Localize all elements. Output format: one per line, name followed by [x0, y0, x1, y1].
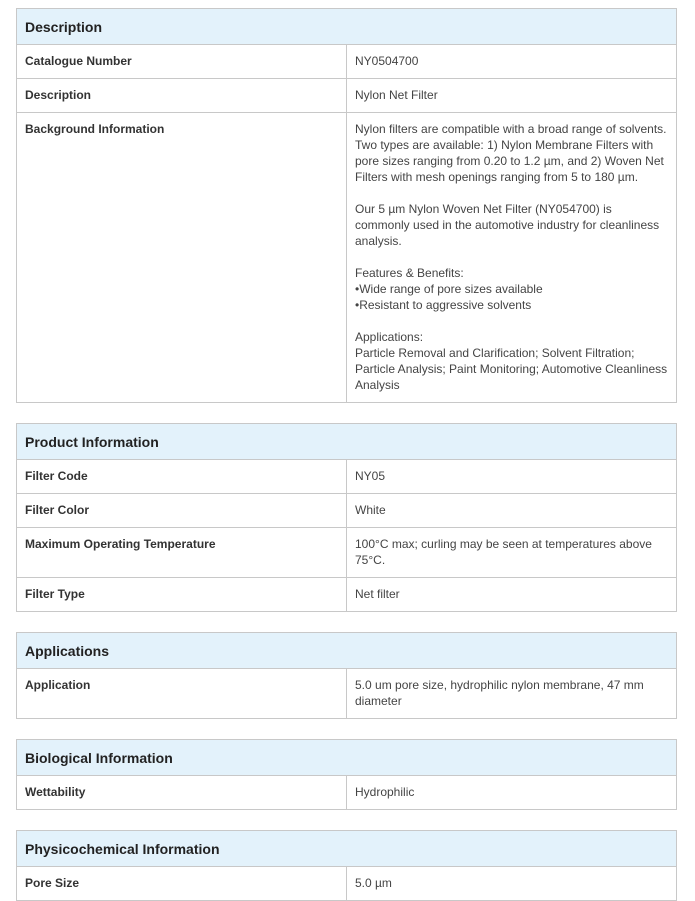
- row-label-description: Description: [17, 79, 347, 113]
- applications-heading: Applications:: [355, 330, 424, 344]
- row-label-catalogue-number: Catalogue Number: [17, 45, 347, 79]
- table-row: [17, 669, 677, 719]
- applications-section: [16, 632, 677, 719]
- row-value-filter-color: White: [347, 494, 677, 528]
- section-header-row: [17, 424, 677, 460]
- section-header-row: [17, 633, 677, 669]
- row-label-filter-color: Filter Color: [17, 494, 347, 528]
- product-spec-sheet: [16, 8, 677, 901]
- description-section: [16, 8, 677, 403]
- row-label-wettability: Wettability: [17, 776, 347, 810]
- row-label-pore-size: Pore Size: [17, 867, 347, 901]
- section-title-product-information: Product Information: [17, 424, 677, 460]
- row-value-application: 5.0 um pore size, hydrophilic nylon membrane, 47 mm diameter: [347, 669, 677, 719]
- row-label-background-information: Background Information: [17, 113, 347, 403]
- biological-information-section: [16, 739, 677, 810]
- row-label-filter-type: Filter Type: [17, 578, 347, 612]
- row-value-description: Nylon Net Filter: [347, 79, 677, 113]
- physicochemical-information-section: [16, 830, 677, 901]
- feature-item: •Resistant to aggressive solvents: [355, 298, 532, 312]
- row-label-application: Application: [17, 669, 347, 719]
- background-paragraph-intro: Nylon filters are compatible with a broad range of solvents. Two types are available: 1) Nylon Membrane Filters with pore sizes ranging from 0.20 to 1.2 µm, and 2) Woven Net Filters with mesh openings ranging from 5 to 180 µm.: [355, 122, 667, 184]
- section-title-applications: Applications: [17, 633, 677, 669]
- product-information-section: [16, 423, 677, 612]
- row-value-catalogue-number: NY0504700: [347, 45, 677, 79]
- features-heading: Features & Benefits:: [355, 266, 464, 280]
- row-label-max-operating-temperature: Maximum Operating Temperature: [17, 528, 347, 578]
- table-row: [17, 494, 677, 528]
- background-paragraph-automotive: Our 5 µm Nylon Woven Net Filter (NY054700) is commonly used in the automotive industry for cleanliness analysis.: [355, 202, 660, 248]
- table-row: [17, 867, 677, 901]
- row-value-max-operating-temperature: 100°C max; curling may be seen at temperatures above 75°C.: [347, 528, 677, 578]
- section-header-row: [17, 9, 677, 45]
- row-value-pore-size: 5.0 µm: [347, 867, 677, 901]
- feature-item: •Wide range of pore sizes available: [355, 282, 543, 296]
- row-label-filter-code: Filter Code: [17, 460, 347, 494]
- table-row: [17, 578, 677, 612]
- table-row: [17, 528, 677, 578]
- table-row: [17, 113, 677, 403]
- table-row: [17, 776, 677, 810]
- table-row: [17, 79, 677, 113]
- section-title-physicochemical-information: Physicochemical Information: [17, 831, 677, 867]
- row-value-wettability: Hydrophilic: [347, 776, 677, 810]
- section-header-row: [17, 740, 677, 776]
- applications-text: Particle Removal and Clarification; Solvent Filtration; Particle Analysis; Paint Monitoring; Automotive Cleanliness Analysis: [355, 346, 668, 392]
- row-value-filter-type: Net filter: [347, 578, 677, 612]
- section-title-description: Description: [17, 9, 677, 45]
- section-header-row: [17, 831, 677, 867]
- row-value-filter-code: NY05: [347, 460, 677, 494]
- table-row: [17, 45, 677, 79]
- section-title-biological-information: Biological Information: [17, 740, 677, 776]
- row-value-background-information: [347, 113, 677, 403]
- table-row: [17, 460, 677, 494]
